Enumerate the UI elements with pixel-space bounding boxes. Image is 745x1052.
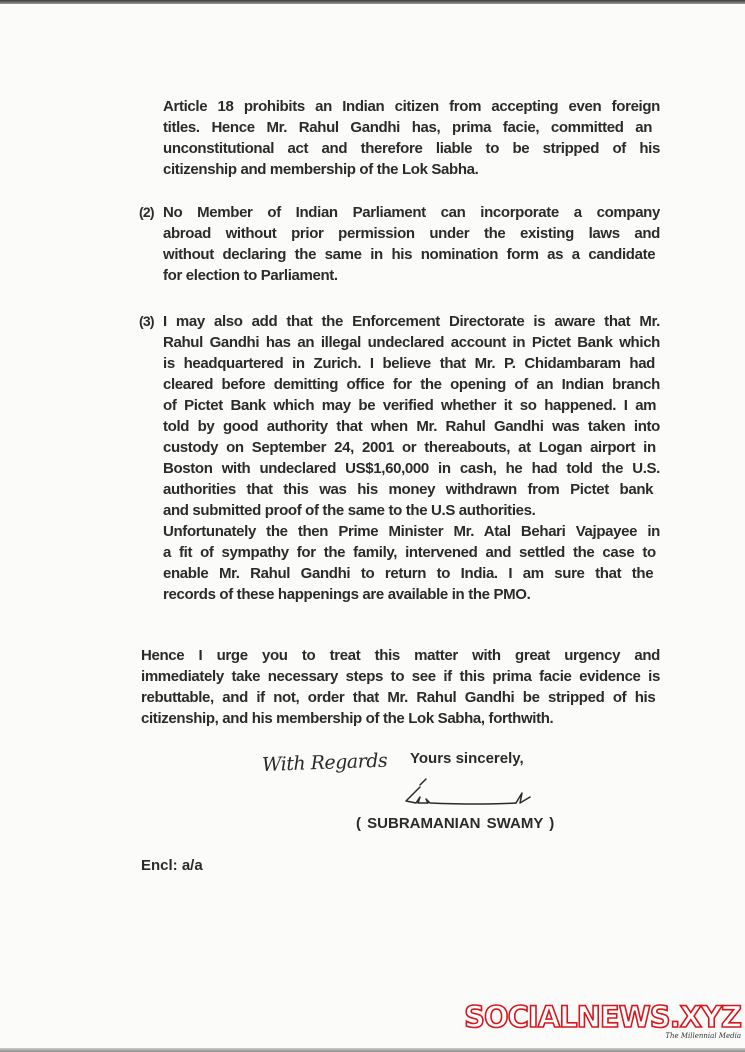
text-line: Hence I urge you to treat this matter with great urgency and	[141, 647, 660, 664]
text-line: immediately take necessary steps to see if this prima facie evidence is	[141, 668, 660, 685]
text-line: No Member of Indian Parliament can incorporate a company	[163, 204, 660, 221]
text-line: a fit of sympathy for the family, intervened and settled the case to	[163, 544, 656, 561]
scan-top-edge	[0, 0, 745, 4]
text-line: authorities that this was his money withdrawn from Pictet bank	[163, 481, 654, 498]
text-line: told by good authority that when Mr. Rahul Gandhi was taken into	[163, 418, 660, 435]
closing-paragraph	[141, 645, 660, 729]
text-line: custody on September 24, 2001 or thereabouts, at Logan airport in	[163, 439, 656, 456]
text-line: citizenship, and his membership of the Lok Sabha, forthwith.	[141, 710, 554, 727]
watermark-title: SOCIALNEWS.XYZ	[464, 1000, 741, 1034]
point-2-text	[163, 202, 660, 286]
point-3-text	[163, 311, 660, 605]
text-line: is headquartered in Zurich. I believe that Mr. P. Chidambaram had	[163, 355, 655, 372]
text-line: Rahul Gandhi has an illegal undeclared account in Pictet Bank which	[163, 334, 660, 351]
text-line: and submitted proof of the same to the U.S authorities.	[163, 502, 536, 519]
text-line: Boston with undeclared US$1,60,000 in cash, he had told the U.S.	[163, 460, 660, 477]
watermark-logo	[464, 1002, 741, 1040]
text-line: records of these happenings are available in the PMO.	[163, 586, 531, 603]
watermark-tagline: The Millennial Media	[665, 1032, 741, 1040]
text-line: unconstitutional act and therefore liable to be stripped of his	[163, 140, 660, 157]
text-line: cleared before demitting office for the opening of an Indian branch	[163, 376, 660, 393]
text-line: Unfortunately the then Prime Minister Mr. Atal Behari Vajpayee in	[163, 523, 660, 540]
valediction: Yours sincerely,	[410, 750, 524, 767]
enclosure-note: Encl: a/a	[141, 857, 203, 874]
text-line: enable Mr. Rahul Gandhi to return to India. I am sure that the	[163, 565, 654, 582]
signature	[398, 775, 538, 813]
handwritten-with-regards: With Regards	[261, 749, 388, 776]
text-line: of Pictet Bank which may be verified whether it so happened. I am	[163, 397, 657, 414]
text-line: Article 18 prohibits an Indian citizen from accepting even foreign	[163, 98, 660, 115]
text-line: abroad without prior permission under the existing laws and	[163, 225, 660, 242]
text-line: citizenship and membership of the Lok Sabha.	[163, 161, 479, 178]
text-line: titles. Hence Mr. Rahul Gandhi has, prima facie, committed an	[163, 119, 653, 136]
scan-bottom-edge	[0, 1048, 745, 1052]
text-line: without declaring the same in his nomination form as a candidate	[163, 246, 656, 263]
point-number-2: (2)	[139, 204, 154, 220]
text-line: I may also add that the Enforcement Directorate is aware that Mr.	[163, 313, 660, 330]
text-line: for election to Parliament.	[163, 267, 338, 284]
signatory-name: ( SUBRAMANIAN SWAMY )	[356, 815, 555, 832]
paragraph-article-18	[163, 96, 660, 180]
point-number-3: (3)	[139, 313, 154, 329]
text-line: rebuttable, and if not, order that Mr. Rahul Gandhi be stripped of his	[141, 689, 656, 706]
